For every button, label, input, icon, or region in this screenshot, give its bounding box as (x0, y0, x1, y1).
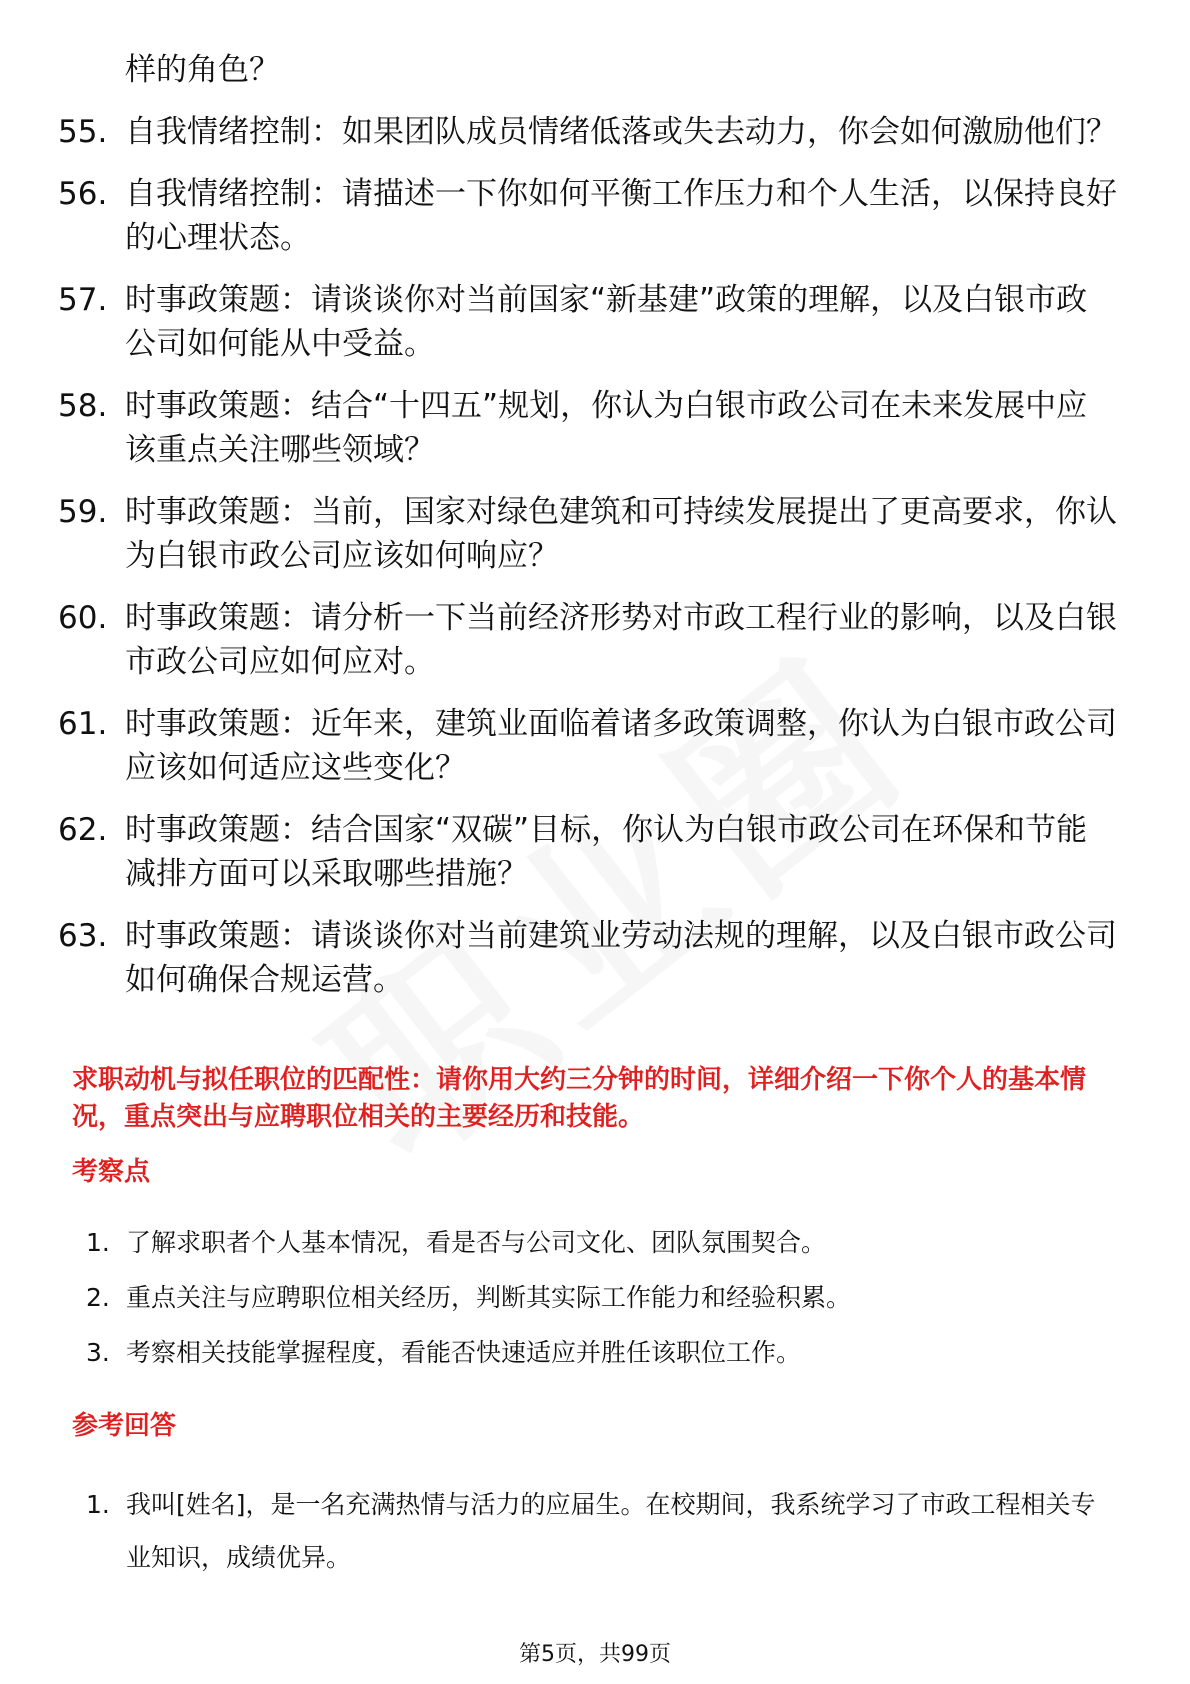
question-number: 56. (58, 176, 108, 212)
question-number: 58. (58, 388, 108, 424)
question-number: 55. (58, 114, 108, 150)
question-text: 时事政策题：结合国家“双碳”目标，你认为白银市政公司在环保和节能减排方面可以采取哪些措施？ (125, 812, 1088, 892)
answer-number: 1. (86, 1490, 110, 1519)
question-text: 时事政策题：请谈谈你对当前国家“新基建”政策的理解，以及白银市政公司如何能从中受益。 (125, 282, 1088, 362)
question-item (58, 384, 1118, 472)
assessment-point (86, 1225, 1086, 1261)
question-text: 时事政策题：当前，国家对绿色建筑和可持续发展提出了更高要求，你认为白银市政公司应该如何响应？ (125, 494, 1117, 574)
assessment-points-list (86, 1225, 1086, 1390)
point-text: 重点关注与应聘职位相关经历，判断其实际工作能力和经验积累。 (126, 1283, 852, 1312)
question-item (58, 110, 1118, 154)
assessment-point (86, 1335, 1086, 1371)
point-text: 考察相关技能掌握程度，看能否快速适应并胜任该职位工作。 (126, 1338, 802, 1367)
question-text: 自我情绪控制：请描述一下你如何平衡工作压力和个人生活，以保持良好的心理状态。 (125, 176, 1117, 256)
point-number: 3. (86, 1338, 110, 1367)
point-text: 了解求职者个人基本情况，看是否与公司文化、团队氛围契合。 (126, 1228, 827, 1257)
question-text: 自我情绪控制：如果团队成员情绪低落或失去动力，你会如何激励他们？ (125, 114, 1117, 150)
question-item (58, 172, 1118, 260)
reference-answer-item (86, 1478, 1106, 1584)
assessment-point (86, 1280, 1086, 1316)
question-item (58, 490, 1118, 578)
question-text: 时事政策题：近年来，建筑业面临着诸多政策调整，你认为白银市政公司应该如何适应这些变化？ (125, 706, 1117, 786)
point-number: 1. (86, 1228, 110, 1257)
question-item (58, 278, 1118, 366)
question-number: 63. (58, 918, 108, 954)
question-item (58, 596, 1118, 684)
reference-answer-label: 参考回答 (72, 1411, 177, 1441)
question-text: 时事政策题：结合“十四五”规划，你认为白银市政公司在未来发展中应该重点关注哪些领域？ (125, 388, 1088, 468)
featured-question-heading: 求职动机与拟任职位的匹配性：请你用大约三分钟的时间，详细介绍一下你个人的基本情况，重点突出与应聘职位相关的主要经历和技能。 (72, 1065, 1087, 1132)
question-item (58, 808, 1118, 896)
page-footer: 第5页，共99页 (519, 1642, 671, 1667)
question-number: 61. (58, 706, 108, 742)
question-number: 59. (58, 494, 108, 530)
question-number: 62. (58, 812, 108, 848)
question-text: 时事政策题：请谈谈你对当前建筑业劳动法规的理解，以及白银市政公司如何确保合规运营。 (125, 918, 1117, 998)
question-item (58, 914, 1118, 1002)
reference-answer-list (86, 1478, 1106, 1584)
question-text: 时事政策题：请分析一下当前经济形势对市政工程行业的影响，以及白银市政公司应如何应对。 (125, 600, 1117, 680)
answer-text: 我叫[姓名]，是一名充满热情与活力的应届生。在校期间，我系统学习了市政工程相关专业知识，成绩优异。 (126, 1490, 1096, 1572)
question-number: 60. (58, 600, 108, 636)
question-continuation: 样的角色？ (125, 52, 280, 88)
question-item (58, 702, 1118, 790)
assessment-points-label: 考察点 (72, 1157, 151, 1187)
point-number: 2. (86, 1283, 110, 1312)
question-list (58, 48, 1118, 1020)
question-number: 57. (58, 282, 108, 318)
